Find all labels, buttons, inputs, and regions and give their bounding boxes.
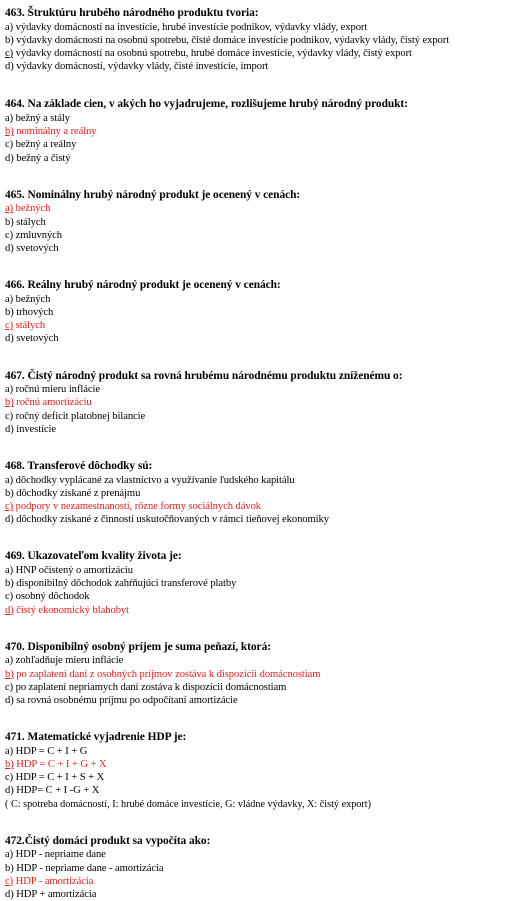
- answer-option: [5, 138, 505, 151]
- answer-option-correct: [5, 500, 505, 513]
- option-letter: b): [5, 216, 14, 228]
- option-letter: b): [5, 862, 14, 874]
- option-text: výdavky domácností na investície, hrubé investície podnikov, výdavky vlády, export: [13, 21, 368, 33]
- option-letter: b): [5, 668, 14, 680]
- option-text: HDP= C + I -G + X: [13, 785, 100, 797]
- option-letter: d): [5, 423, 14, 435]
- answer-option: [5, 383, 505, 396]
- option-text: HDP + amortizácia: [13, 889, 97, 901]
- option-letter: b): [5, 34, 14, 46]
- option-text: HNP očistený o amortizáciu: [13, 565, 133, 577]
- option-letter: c): [5, 772, 14, 784]
- option-text: investície: [13, 423, 57, 435]
- question-block: [5, 459, 505, 526]
- option-letter: a): [5, 655, 14, 667]
- option-letter: d): [5, 152, 14, 164]
- answer-option: [5, 848, 505, 861]
- option-letter: b): [5, 759, 14, 771]
- answer-option: [5, 577, 505, 590]
- answer-option-correct: [5, 319, 505, 332]
- answer-option: [5, 862, 505, 875]
- answer-option: [5, 513, 505, 526]
- option-letter: d): [5, 695, 14, 707]
- option-letter: c): [5, 320, 14, 332]
- option-text: svetových: [13, 333, 59, 345]
- option-text: HDP = C + I + G: [13, 745, 88, 757]
- option-letter: b): [5, 397, 14, 409]
- answer-option: [5, 487, 505, 500]
- answer-option-correct: [5, 396, 505, 409]
- option-letter: a): [5, 21, 14, 33]
- answer-option: [5, 784, 505, 797]
- answer-option-correct: [5, 668, 505, 681]
- option-letter: b): [5, 307, 14, 319]
- question-title: 464. Na základe cien, v akých ho vyjadrujeme, rozlišujeme hrubý národný produkt:: [5, 98, 408, 111]
- option-letter: d): [5, 514, 14, 526]
- option-text: dôchodky získané z činností uskutočňovaných v rámci tieňovej ekonomiky: [13, 514, 329, 526]
- question-title: 467. Čistý národný produkt sa rovná hrubému národnému produktu zníženému o:: [5, 369, 403, 382]
- answer-option-correct: [5, 758, 505, 771]
- answer-option: [5, 112, 505, 125]
- option-text: HDP - nepriame dane - amortizácia: [13, 862, 164, 874]
- option-text: po zaplatení nepriamych daní zostáva k dispozícii domácnostiam: [13, 681, 287, 693]
- question-title: 471. Matematické vyjadrenie HDP je:: [5, 731, 187, 744]
- option-text: bežných: [13, 293, 51, 305]
- question-title: 466. Reálny hrubý národný produkt je ocenený v cenách:: [5, 279, 281, 292]
- question-title: 469. Ukazovateľom kvality života je:: [5, 550, 182, 563]
- option-letter: d): [5, 889, 14, 901]
- question-block: [5, 730, 505, 811]
- answer-option: [5, 332, 505, 345]
- spacer: [5, 811, 505, 834]
- formula-legend: ( C: spotreba domácností, I: hrubé domáce investície, G: vládne výdavky, X: čistý export): [5, 798, 371, 810]
- spacer: [5, 165, 505, 188]
- option-text: HDP = C + I + G + X: [13, 759, 107, 771]
- option-letter: c): [5, 48, 14, 59]
- option-letter: a): [5, 565, 14, 577]
- answer-option: [5, 771, 505, 784]
- option-letter: a): [5, 384, 14, 396]
- spacer: [5, 346, 505, 369]
- answer-option: [5, 47, 505, 60]
- spacer: [5, 436, 505, 459]
- question-block: [5, 188, 505, 255]
- option-text: dôchodky vyplácané za vlastníctvo a využívanie ľudského kapitálu: [13, 474, 295, 486]
- answer-option: [5, 216, 505, 229]
- answer-option-correct: [5, 202, 505, 215]
- answer-option: [5, 293, 505, 306]
- option-text: HDP = C + I + S + X: [13, 772, 105, 784]
- option-letter: c): [5, 410, 14, 422]
- quiz-document: [5, 6, 505, 901]
- option-text: disponibilný dôchodok zahŕňujúci transferové platby: [13, 578, 237, 590]
- answer-option: [5, 694, 505, 707]
- spacer: [5, 255, 505, 278]
- question-block: [5, 6, 505, 73]
- answer-option: [5, 34, 505, 47]
- option-letter: c): [5, 139, 14, 151]
- option-letter: d): [5, 785, 14, 797]
- option-text: dôchodky získané z prenájmu: [13, 487, 141, 499]
- option-text: bežný a stály: [13, 113, 70, 124]
- spacer: [5, 73, 505, 97]
- option-text: po zaplatení daní z osobných príjmov zostáva k dispozícii domácnostiam: [13, 668, 321, 680]
- question-block: [5, 834, 505, 901]
- option-text: zmluvných: [13, 229, 62, 241]
- option-text: ročnú amortizáciu: [13, 397, 92, 409]
- question-title: 468. Transferové dôchodky sú:: [5, 460, 153, 473]
- spacer: [5, 617, 505, 640]
- option-letter: a): [5, 293, 14, 305]
- option-letter: c): [5, 591, 14, 603]
- option-text: nominálny a reálny: [13, 126, 97, 138]
- answer-option: [5, 654, 505, 667]
- answer-option: [5, 242, 505, 255]
- option-text: bežný a čistý: [13, 152, 71, 164]
- option-text: podpory v nezamestnanosti, rôzne formy sociálnych dávok: [13, 501, 262, 513]
- question-title: 465. Nominálny hrubý národný produkt je ocenený v cenách:: [5, 188, 301, 201]
- answer-option-correct: [5, 125, 505, 138]
- option-text: bežných: [13, 203, 51, 215]
- answer-option: [5, 423, 505, 436]
- option-letter: c): [5, 501, 14, 513]
- option-letter: d): [5, 243, 14, 255]
- question-title: 472.Čistý domáci produkt sa vypočíta ako:: [5, 834, 211, 847]
- option-text: osobný dôchodok: [13, 591, 90, 603]
- option-text: zohľadňuje mieru inflácie: [13, 655, 124, 667]
- option-text: výdavky domácností na osobnú spotrebu, čisté domáce investície podnikov, výdavky vlády, čistý export: [13, 34, 450, 46]
- option-letter: b): [5, 126, 14, 138]
- answer-option: [5, 410, 505, 423]
- answer-option: [5, 681, 505, 694]
- answer-option: [5, 745, 505, 758]
- option-text: svetových: [13, 243, 59, 255]
- answer-option: [5, 21, 505, 34]
- option-text: HDP - nepriame dane: [13, 849, 106, 861]
- answer-option-correct: [5, 604, 505, 617]
- option-letter: d): [5, 333, 14, 345]
- question-block: [5, 369, 505, 436]
- option-text: ročný deficit platobnej bilancie: [13, 410, 146, 422]
- option-text: stálych: [13, 216, 46, 228]
- option-letter: a): [5, 474, 14, 486]
- answer-option: [5, 888, 505, 901]
- option-letter: a): [5, 745, 14, 757]
- option-letter: a): [5, 203, 14, 215]
- answer-option: [5, 474, 505, 487]
- answer-option: [5, 229, 505, 242]
- question-block: [5, 278, 505, 345]
- question-title: 463. Štruktúru hrubého národného produktu tvoria:: [5, 7, 259, 19]
- option-letter: c): [5, 875, 14, 887]
- answer-option: [5, 60, 505, 73]
- option-letter: c): [5, 229, 14, 241]
- option-text: sa rovná osobnému príjmu po odpočítaní amortizácie: [13, 695, 238, 707]
- option-text: ročnú mieru inflácie: [13, 384, 100, 396]
- option-letter: b): [5, 578, 14, 590]
- answer-option: [5, 306, 505, 319]
- option-letter: d): [5, 61, 14, 73]
- option-letter: a): [5, 113, 14, 124]
- option-letter: a): [5, 849, 14, 861]
- option-text: výdavky domácností, výdavky vlády, čisté investície, import: [13, 61, 269, 73]
- option-text: stálych: [13, 320, 46, 332]
- question-block: [5, 97, 505, 164]
- option-text: čistý ekonomický blahobyt: [13, 604, 129, 616]
- option-letter: c): [5, 681, 14, 693]
- answer-option: [5, 564, 505, 577]
- option-text: výdavky domácností na osobnú spotrebu, hrubé domáce investície, výdavky vlády, čistý export: [13, 48, 412, 59]
- answer-option: [5, 590, 505, 603]
- spacer: [5, 707, 505, 730]
- option-text: trhových: [13, 307, 54, 319]
- question-title: 470. Disponibilný osobný príjem je suma peňazí, ktorá:: [5, 640, 271, 653]
- option-text: bežný a reálny: [13, 139, 77, 151]
- answer-option-correct: [5, 875, 505, 888]
- question-block: [5, 549, 505, 616]
- question-block: [5, 640, 505, 707]
- option-text: HDP - amortizácia: [13, 875, 94, 887]
- spacer: [5, 526, 505, 549]
- option-letter: d): [5, 604, 14, 616]
- option-letter: b): [5, 487, 14, 499]
- answer-option: [5, 152, 505, 165]
